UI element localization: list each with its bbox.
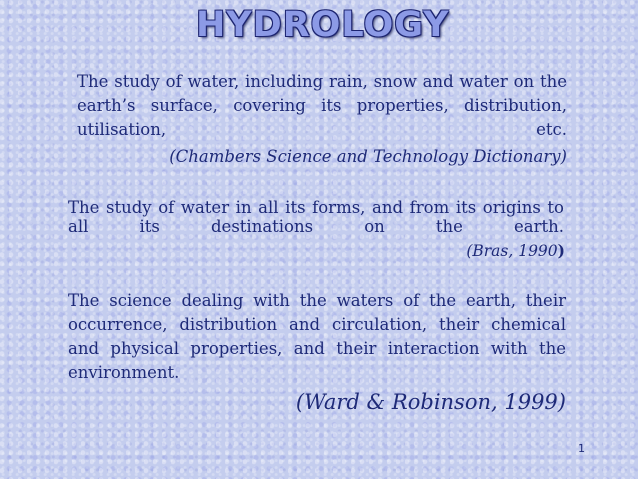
definition-2-source-close: ) [557, 241, 565, 260]
definition-1-source: (Chambers Science and Technology Dictionary) [169, 147, 567, 166]
definition-1-text: The study of water, including rain, snow and water on the earth’s surface, covering its properties, distribution, utilisation, etc. [77, 72, 567, 139]
slide-title: HYDROLOGY [196, 5, 450, 45]
definition-2-source: (Bras, 1990 [466, 242, 558, 260]
page-number: 1 [578, 442, 585, 455]
definition-3-text: The science dealing with the waters of the earth, their occurrence, distribution and circulation, their chemical and physical properties, and their interaction with the environment. [68, 291, 566, 382]
definition-2-citation [466, 241, 565, 260]
definition-3-source: (Ward & Robinson, 1999) [295, 390, 566, 414]
definition-2-text: The study of water in all its forms, and from its origins to all its destinations on the earth. [68, 198, 564, 236]
